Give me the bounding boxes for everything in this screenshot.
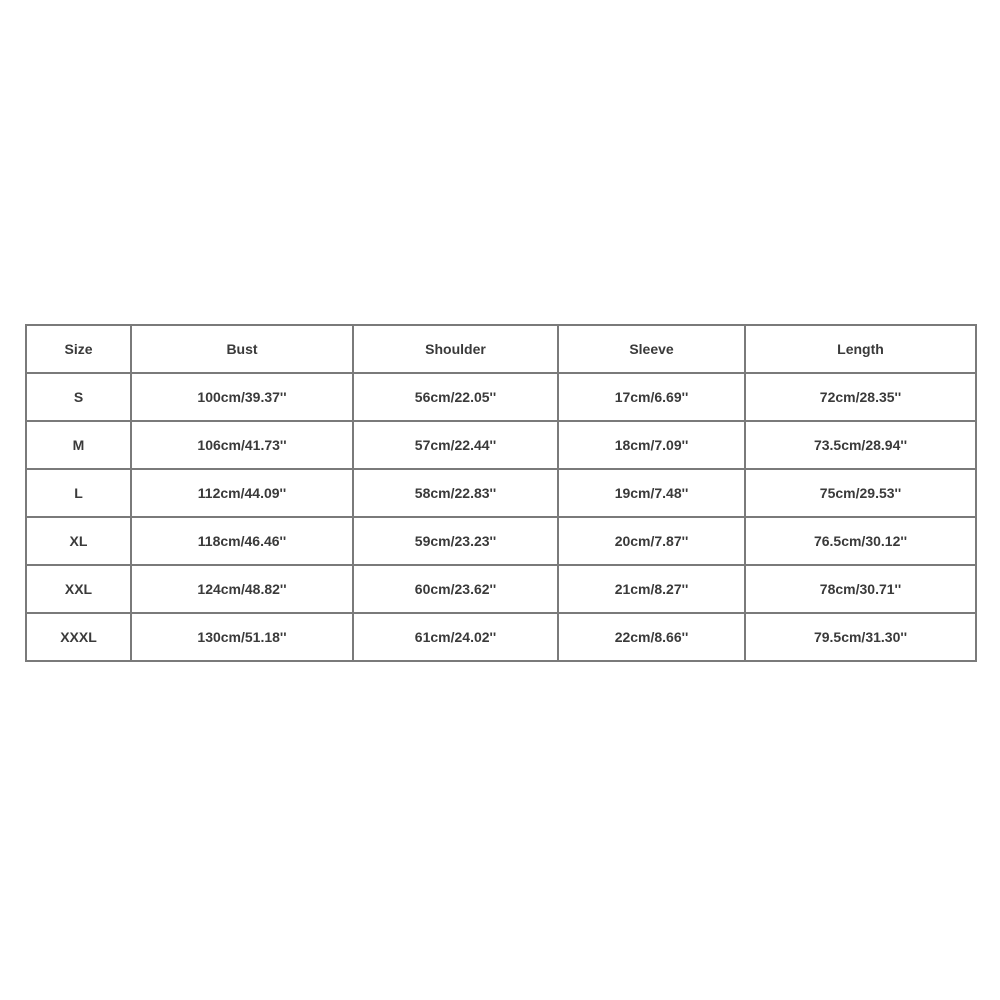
cell-size: S — [26, 373, 131, 421]
cell-sleeve: 18cm/7.09'' — [558, 421, 745, 469]
cell-length: 78cm/30.71'' — [745, 565, 976, 613]
cell-shoulder: 60cm/23.62'' — [353, 565, 558, 613]
header-sleeve: Sleeve — [558, 325, 745, 373]
cell-length: 72cm/28.35'' — [745, 373, 976, 421]
header-bust: Bust — [131, 325, 353, 373]
header-size: Size — [26, 325, 131, 373]
cell-shoulder: 59cm/23.23'' — [353, 517, 558, 565]
size-chart-table — [25, 324, 977, 662]
table-row — [26, 613, 976, 661]
cell-length: 73.5cm/28.94'' — [745, 421, 976, 469]
cell-length: 76.5cm/30.12'' — [745, 517, 976, 565]
cell-shoulder: 56cm/22.05'' — [353, 373, 558, 421]
table-row — [26, 421, 976, 469]
cell-bust: 106cm/41.73'' — [131, 421, 353, 469]
cell-sleeve: 20cm/7.87'' — [558, 517, 745, 565]
cell-size: XL — [26, 517, 131, 565]
table-row — [26, 565, 976, 613]
cell-length: 79.5cm/31.30'' — [745, 613, 976, 661]
cell-size: M — [26, 421, 131, 469]
cell-bust: 118cm/46.46'' — [131, 517, 353, 565]
cell-sleeve: 22cm/8.66'' — [558, 613, 745, 661]
table-header-row — [26, 325, 976, 373]
header-length: Length — [745, 325, 976, 373]
cell-size: XXXL — [26, 613, 131, 661]
header-shoulder: Shoulder — [353, 325, 558, 373]
cell-bust: 112cm/44.09'' — [131, 469, 353, 517]
cell-shoulder: 61cm/24.02'' — [353, 613, 558, 661]
cell-bust: 100cm/39.37'' — [131, 373, 353, 421]
cell-shoulder: 58cm/22.83'' — [353, 469, 558, 517]
cell-shoulder: 57cm/22.44'' — [353, 421, 558, 469]
cell-sleeve: 17cm/6.69'' — [558, 373, 745, 421]
cell-size: L — [26, 469, 131, 517]
table-row — [26, 469, 976, 517]
cell-bust: 130cm/51.18'' — [131, 613, 353, 661]
cell-bust: 124cm/48.82'' — [131, 565, 353, 613]
cell-sleeve: 21cm/8.27'' — [558, 565, 745, 613]
cell-sleeve: 19cm/7.48'' — [558, 469, 745, 517]
table-row — [26, 517, 976, 565]
table-row — [26, 373, 976, 421]
cell-size: XXL — [26, 565, 131, 613]
cell-length: 75cm/29.53'' — [745, 469, 976, 517]
